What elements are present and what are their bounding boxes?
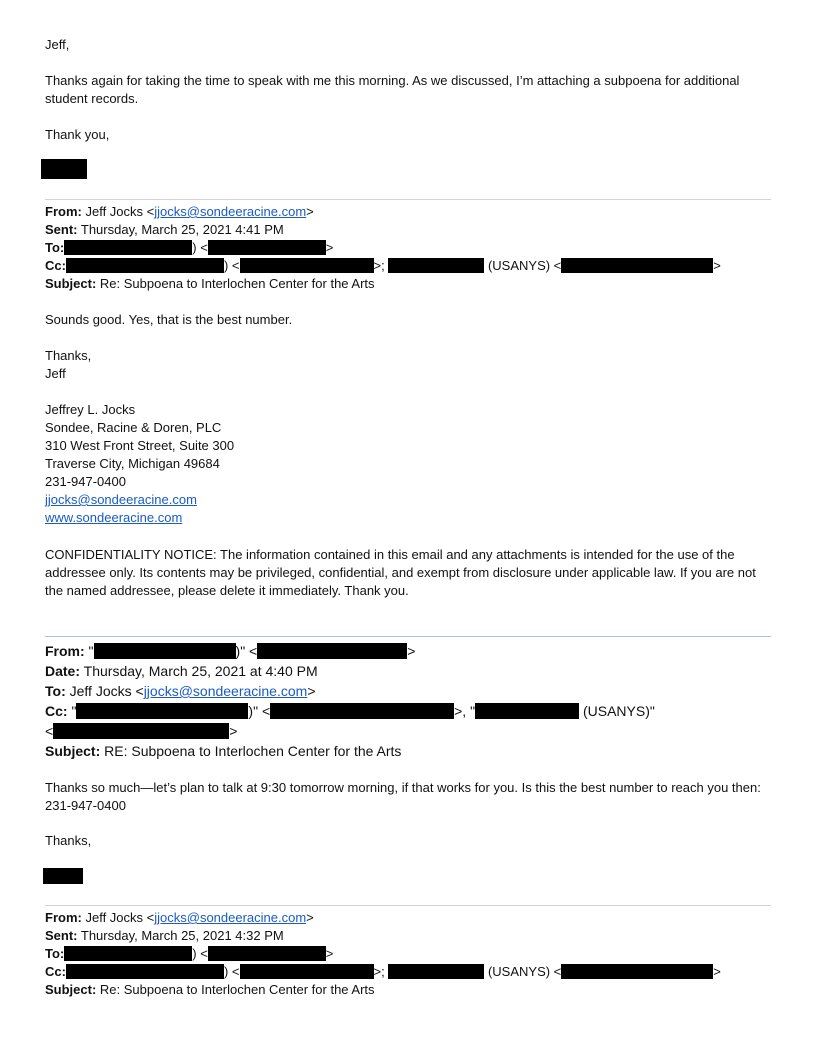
subject-line — [45, 742, 401, 760]
bracket: > — [306, 910, 314, 925]
to-label: To: — [45, 240, 65, 255]
redacted-name — [94, 643, 236, 659]
greeting: Jeff, — [45, 37, 70, 52]
to-label: To: — [45, 946, 65, 961]
subject-value: Re: Subpoena to Interlochen Center for the Arts — [99, 982, 375, 997]
redacted-email — [53, 723, 229, 739]
usanys-text: (USANYS)" — [582, 703, 655, 719]
redacted-name — [64, 240, 192, 255]
signature-address1: 310 West Front Street, Suite 300 — [45, 438, 235, 453]
from-label: From: — [45, 910, 82, 925]
redacted-email — [208, 240, 326, 255]
redacted-email — [208, 946, 326, 961]
to-name: Jeff Jocks < — [69, 683, 144, 699]
redacted-name — [66, 258, 224, 273]
redacted-email — [270, 703, 454, 719]
to-label: To: — [45, 683, 66, 699]
subject-value: RE: Subpoena to Interlochen Center for the Arts — [104, 743, 402, 759]
to-email-link[interactable]: jjocks@sondeeracine.com — [143, 683, 308, 699]
redacted-name — [66, 964, 224, 979]
redacted-name — [64, 946, 192, 961]
thanks: Thanks, — [45, 348, 92, 363]
divider — [45, 199, 771, 200]
from-line — [45, 910, 314, 926]
subject-line — [45, 982, 375, 998]
redacted-name — [388, 964, 484, 979]
sent-label: Sent: — [45, 222, 78, 237]
confidentiality-notice: CONFIDENTIALITY NOTICE: The information contained in this email and any attachments is intended for the use of the addressee only. Its contents may be privileged, confidential, and exempt from disclosure under applicable law. If you are not the named addressee, please delete it immediately. Thank you. — [45, 547, 756, 598]
from-label: From: — [45, 204, 82, 219]
to-line: To: ) < > — [45, 946, 334, 961]
usanys-text: (USANYS) < — [487, 258, 562, 273]
subject-label: Subject: — [45, 743, 101, 759]
signature-firm: Sondee, Racine & Doren, PLC — [45, 420, 222, 435]
usanys-text: (USANYS) < — [487, 964, 562, 979]
email-body: Sounds good. Yes, that is the best number. — [45, 312, 293, 327]
redacted-signature — [41, 159, 87, 179]
redacted-email — [240, 258, 374, 273]
to-line — [45, 682, 316, 700]
from-name: Jeff Jocks < — [85, 910, 155, 925]
bracket: > — [306, 204, 314, 219]
signature-phone: 231-947-0400 — [45, 474, 126, 489]
date-value: Thursday, March 25, 2021 at 4:40 PM — [83, 663, 318, 679]
date-line — [45, 662, 318, 680]
redacted-name — [388, 258, 484, 273]
from-line: From: " )" < > — [45, 643, 416, 659]
from-email-link[interactable]: jjocks@sondeeracine.com — [154, 204, 307, 219]
divider — [45, 905, 771, 906]
signature-email-link[interactable]: jjocks@sondeeracine.com — [45, 492, 197, 507]
from-name: Jeff Jocks < — [85, 204, 155, 219]
subject-label: Subject: — [45, 982, 97, 997]
from-line — [45, 204, 314, 220]
cc-line-continued: < > — [45, 723, 238, 739]
subject-line — [45, 276, 375, 292]
sent-label: Sent: — [45, 928, 78, 943]
cc-line: Cc: " )" < >, " (USANYS)" — [45, 703, 655, 719]
cc-label: Cc: — [45, 258, 66, 273]
from-email-link[interactable]: jjocks@sondeeracine.com — [154, 910, 307, 925]
subject-value: Re: Subpoena to Interlochen Center for the Arts — [99, 276, 375, 291]
date-label: Date: — [45, 663, 81, 679]
redacted-signature — [43, 868, 83, 884]
email-body: Thanks again for taking the time to speak with me this morning. As we discussed, I’m attaching a subpoena for additional student records. — [45, 73, 740, 106]
to-line: To: ) < > — [45, 240, 334, 255]
sent-value: Thursday, March 25, 2021 4:32 PM — [80, 928, 284, 943]
signature-address2: Traverse City, Michigan 49684 — [45, 456, 220, 471]
signature-website-link[interactable]: www.sondeeracine.com — [45, 510, 183, 525]
sent-line — [45, 222, 284, 238]
sent-value: Thursday, March 25, 2021 4:41 PM — [80, 222, 284, 237]
sender-first-name: Jeff — [45, 366, 66, 381]
cc-line: Cc: ) < >; (USANYS) < > — [45, 964, 721, 979]
bracket: > — [307, 683, 316, 699]
redacted-name — [76, 703, 248, 719]
redacted-email — [561, 258, 713, 273]
cc-label: Cc: — [45, 964, 66, 979]
closing: Thank you, — [45, 127, 110, 142]
email-body: Thanks so much—let’s plan to talk at 9:30 tomorrow morning, if that works for you. Is this the best number to reach you then: 231-947-0400 — [45, 780, 761, 813]
redacted-name — [475, 703, 579, 719]
divider — [45, 636, 771, 637]
redacted-email — [561, 964, 713, 979]
redacted-email — [240, 964, 374, 979]
signature-name: Jeffrey L. Jocks — [45, 402, 136, 417]
redacted-email — [257, 643, 407, 659]
cc-line: Cc: ) < >; (USANYS) < > — [45, 258, 721, 273]
cc-label: Cc: — [45, 703, 68, 719]
from-label: From: — [45, 643, 85, 659]
sent-line — [45, 928, 284, 944]
subject-label: Subject: — [45, 276, 97, 291]
thanks: Thanks, — [45, 833, 92, 848]
